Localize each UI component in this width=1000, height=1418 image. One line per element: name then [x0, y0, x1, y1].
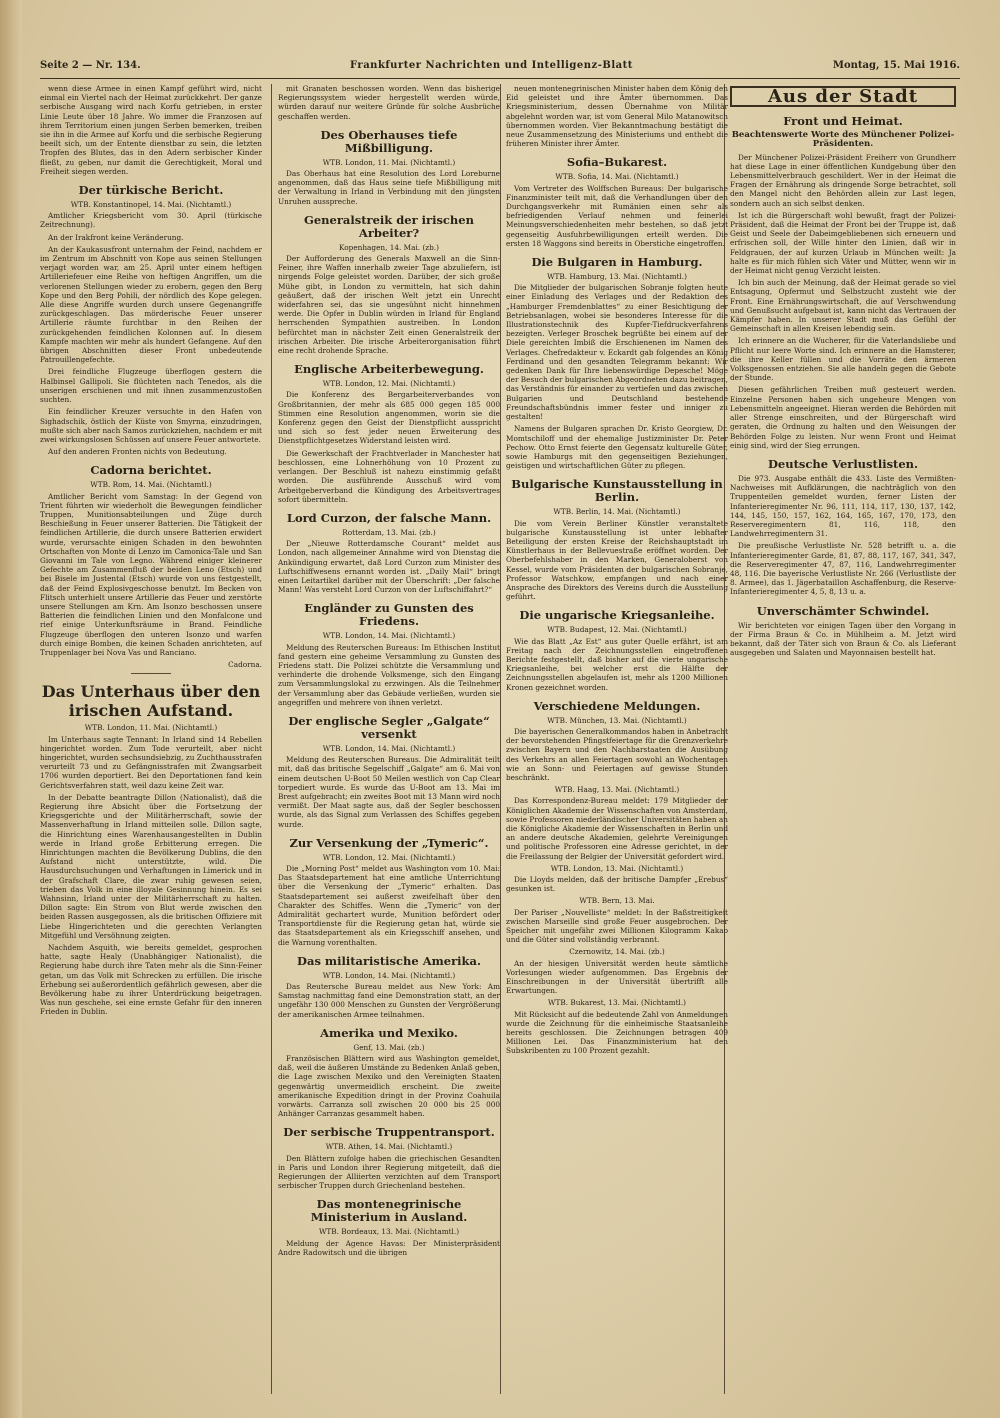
article-text: Die Konferenz des Bergarbeiterverbandes von Großbritannien, der mehr als 685 000 gegen 185 000 Stimmen eine Resolution angenommen, worin sie die Konferenz gegen den Geist der Dienstpflicht ausspricht und sich so fest jeder neuen Erweiterung des Dienstpflichtgesetzes Widerstand leisten wird. [278, 390, 500, 446]
article-headline: Cadorna berichtet. [90, 463, 212, 478]
dateline: WTB. Bern, 13. Mai. [579, 896, 655, 906]
article-text: Wir berichteten vor einigen Tagen über den Vorgang in der Firma Braun & Co. in Mühlheim a. M. Jetzt wird bekannt, daß der Täter sich von Braun & Co. als Lieferant ausgegeben und Salaten und Mayonnaisen bestellt hat. [730, 620, 956, 658]
article-text: Der „Nieuwe Rotterdamsche Courant“ meldet aus London, nach allgemeiner Annahme wird von Dienstag die Ankündigung erwartet, daß Lord Curzon zum Minister des Luftschiffwesens ernannt worden ist. „Daily Mail“ bringt einen Leitartikel darüber mit der Überschrift: „Der falsche Mann! Was versteht Lord Curzon von der Luftschiffahrt?“ [278, 539, 500, 595]
article-text: Drei feindliche Flugzeuge überflogen gestern die Halbinsel Gallipoli. Sie flüchteten nach Tenedos, als die unserigen erschienen und mit ihnen zusammenzustoßen suchten. [40, 367, 262, 405]
dateline: WTB. London, 14. Mai. (Nichtamtl.) [322, 631, 456, 641]
column-2 [278, 84, 500, 1394]
article-text: Vom Vertreter des Wolffschen Bureaus: Der bulgarische Finanzminister teilt mit, daß die Verhandlungen über den Durchgangsverkehr mit Rumänien einen sehr als befriedigenden Verlauf nehmen und feinerlei Meinungsverschiedenheiten mehr bestehen, so daß jetzt gegenseitig Ausfuhrbewilligungen erteilt werden. Die ersten 18 Waggons sind bereits in Oberstiche eingetroffen. [506, 183, 728, 248]
article-text: Die Gewerkschaft der Frachtverlader in Manchester hat beschlossen, eine Lohnerhöhung von 10 Prozent zu verlangen. Der Beschluß ist nahezu einstimmig gefaßt worden. Die ausführende Ausschuß wird vom Arbeitgeberverband die Kündigung des Arbeitsvertrages sofort übermitteln. [278, 448, 500, 504]
dateline: WTB. London, 11. Mai. (Nichtamtl.) [322, 157, 456, 167]
article-text: wenn diese Armee in einen Kampf geführt wird, nicht einmal ein Viertel nach der Heimat zurückkehrt. Der ganze serbische Ausgang wird nach Korfu getrieben, in erster Linie Leute über 18 Jahre. Wo immer die Franzosen auf ihrem Territorium einen jungen Serben bemerken, treiben sie ihn in die Armee auf Korfu und die serbische Regierung beeilt sich, um der Entente dienstbar zu sein, die letzten Tropfen des Blutes, das in den Adern serbischer Kinder fließt, zu geben, nur damit die Gerechtigkeit, Moral und Freiheit siegen werden. [40, 84, 262, 176]
article-text: Die bayerischen Generalkommandos haben in Anbetracht der bevorstehenden Pfingstfeiertage für die Grenzverkehre zwischen Bayern und den Nachbarstaaten die Ausübung des Verkehrs an allen Feiertagen sowohl an Wochentagen wie an Sonn- und Feiertagen auf gewisse Stunden beschränkt. [506, 726, 728, 782]
dateline: Kopenhagen, 14. Mai. (zb.) [339, 242, 439, 252]
article-text: Namens der Bulgaren sprachen Dr. Kristo Georgiew, Dr. Momtschiloff und der ehemalige Justizminister Dr. Peter Pechow. Otto Ernst feierte den Gegensatz kulturelle Güter, sowie Hamburgs mit den gegenseitigen Beziehungen, geistigen und wirtschaftlichen Güter zu pflegen. [506, 424, 728, 471]
dateline: WTB. London, 13. Mai. (Nichtamtl.) [550, 863, 684, 873]
article-headline: Lord Curzon, der falsche Mann. [286, 510, 492, 525]
column-1 [40, 84, 262, 1394]
dateline: WTB. London, 14. Mai. (Nichtamtl.) [322, 743, 456, 753]
dateline: WTB. Hamburg, 13. Mai. (Nichtamtl.) [547, 272, 687, 282]
page-header [40, 60, 960, 80]
article-text: Die Lloyds melden, daß der britische Dampfer „Erebus“ gesunken ist. [506, 875, 728, 894]
article-headline: Bulgarische Kunstausstellung in Berlin. [511, 477, 723, 505]
article-headline: Der serbische Truppentransport. [283, 1125, 495, 1140]
article-text: Ist ich die Bürgerschaft wohl bewußt, fragt der Polizei-Präsident, daß die Heimat der Front bei der Truppe ist, daß Geist und Seele der Dabeimgebliebenen sich erneuern und erfrischen soll, der Wille hinter den Linien, daß wir in Feldgrauen, der auf kurzen Urlaub in München weilt: Ja halte es für mich fühlen sich Väter und Mütter, wenn wir in der Heimat nicht genug Verzicht leisten. [730, 210, 956, 276]
article-text: Der Pariser „Nouvelliste“ meldet: In der Baßstreitigkeit zwischen Marseille sind große Feuer ausgebrochen. Der Speicher mit ungefähr zwei Millionen Kilogramm Kakao und die Güter sind vollständig verbrannt. [506, 907, 728, 945]
article-headline: Deutsche Verlustlisten. [767, 456, 919, 471]
dateline: WTB. London, 12. Mai. (Nichtamtl.) [322, 852, 456, 862]
article-text: Die „Morning Post“ meldet aus Washington vom 10. Mai: Das Staatsdepartement hat eine amtliche Unterrichtung über die Versenkung der „Tymeric“ erhalten. Das Staatsdepartement sei außerst zweifelhaft über den Charakter des Schiffes. Wenn die „Tymeric“ von der Admiralität gechartert wurde, Munition befördert oder Transportdienste für die Regierung getan hat, würde sie das Staatsdepartement als ein Kriegsschiff ansehen, und die Warnung vorenthalten. [278, 863, 500, 947]
article-text: Meldung der Agence Havas: Der Ministerpräsident Andre Radowitsch und die übrigen [278, 1238, 500, 1257]
article-text: Auf den anderen Fronten nichts von Bedeutung. [48, 447, 227, 457]
article-headline: Verschiedene Meldungen. [533, 698, 701, 713]
article-text: Das Korrespondenz-Bureau meldet: 179 Mitglieder der Königlichen Akademie der Wissenschaften von Amsterdam, sowie Professoren niederländischer Universitäten haben an die Königliche Akademie der Wissenschaften in Berlin und an andere deutsche Akademien, gelehrte Vereinigungen und politische Professoren eine Adresse gerichtet, in der die Freilassung der Belgier der Universität gefordert wird. [506, 796, 728, 861]
column-4 [730, 84, 956, 1394]
article-text: Die vom Verein Berliner Künstler veranstaltete bulgarische Kunstausstellung ist unter lebhafter Beteiligung der ersten Kreise der Reichshauptstadt im Künstlerhaus in der Bellevuestraße eröffnet worden. Der Oberbefehlshaber in den Marken, Generaloberst von Kessel, wurde vom Präsidenten der bulgarischen Sobranje, Professor Watschkow, empfangen und nach einer Ansprache des Direktors des Vereins durch die Ausstellung geführt. [506, 518, 728, 602]
article-headline: Das montenegrinische Ministerium in Ausland. [310, 1197, 468, 1225]
article-headline: Der türkische Bericht. [78, 183, 224, 198]
dateline: WTB. London, 11. Mai. (Nichtamtl.) [84, 723, 218, 733]
column-divider [500, 84, 501, 1394]
dateline: Czernowitz, 14. Mai. (zb.) [569, 947, 665, 957]
dateline: WTB. Konstantinopel, 14. Mai. (Nichtamtl.) [70, 200, 232, 210]
column-divider [271, 84, 272, 1394]
article-headline: Generalstreik der irischen Arbeiter? [304, 212, 474, 240]
article-headline: Engländer zu Gunsten des Friedens. [304, 601, 474, 629]
article-text: Meldung des Reuterschen Bureaus: Im Ethischen Institut fand gestern eine geheime Versammlung zu Gunsten des Friedens statt. Die Polizei schützte die Versammlung und verhinderte die drohende Volksmenge, sich den Eingang zum Versammlungslokal zu erzwingen. Als die Teilnehmer der Versammlung aber das Gebäude verließen, wurden sie angegriffen und mehrere von ihnen verletzt. [278, 642, 500, 707]
dateline: WTB. Bukarest, 13. Mai. (Nichtamtl.) [547, 998, 687, 1008]
article-headline: Des Oberhauses tiefe Mißbilligung. [320, 127, 458, 155]
article-text: Meldung des Reuterschen Bureaus. Die Admiralität teilt mit, daß das britische Segelschiff „Galgate“ am 6. Mai von einem deutschen U-Boot 50 Meilen westlich von Cap Clear torpediert wurde. Es wurde das U-Boot am 13. Mai im Brest aufgebracht; ein zweites Boot mit 13 Mann wird noch vermißt. Der Maat sagte aus, daß der Segler beschossen wurde, als das Signal zum Verlassen des Schiffes gegeben wurde. [278, 755, 500, 829]
article-text: Das Reutersche Bureau meldet aus New York: Am Samstag nachmittag fand eine Demonstration statt, an der ungefähr 130 000 Menschen zu Gunsten der Vergrößerung der amerikanischen Armee teilnahmen. [278, 982, 500, 1019]
dateline: WTB. Haag, 13. Mai. (Nichtamtl.) [554, 785, 680, 795]
article-text: mit Granaten beschossen worden. Wenn das bisherige Regierungssystem wieder hergestellt werden würde, würden darauf nur weitere Gründe für solche Ausbrüche geschaffen werden. [278, 84, 500, 121]
article-headline: Front und Heimat. [783, 114, 903, 129]
article-text: Französischen Blättern wird aus Washington gemeldet, daß, weil die äußeren Umstände zu Bedenken Anlaß geben, die Lage zwischen Mexiko und den Vereinigten Staaten gegenwärtig unvermeidlich erscheint. Die zweite amerikanische Expedition dringt in der Provinz Coahuila vorwärts. Carranza soll zwischen 20 000 bis 25 000 Anhänger Carranzas gesammelt haben. [278, 1054, 500, 1119]
article-text: Ich erinnere an die Wucherer, für die Vaterlandsliebe und Pflicht nur leere Worte sind. Ich erinnere an die Hamsterer, die ihre Keller füllen und die Vorräte den ärmeren Volksgenossen entziehen. Sie alle handeln gegen die Gebote der Stunde. [730, 336, 956, 383]
article-text: neuen montenegrinischen Minister haben dem König den Eid geleistet und ihre Ämter übernommen. Das Kriegsministerium, dessen Übernahme von Militär abgelehnt worden war, ist vom General Milo Matanowitsch übernommen worden. Vier Bekanntmachung bestätigt die neue Zusammensetzung des Ministeriums und enthebt die früheren Minister ihrer Ämter. [506, 84, 728, 149]
article-text: In der Debatte beantragte Dillon (Nationalist), daß die Regierung ihre Absicht über die Fortsetzung der Kriegsgerichte und der Militärherrschaft, sowie der Massenverhaftung in Irland mitteilen solle. Dillon sagte, die Hinrichtung eines Warenhausangestellten in Dublin werde in Irland große Erbitterung erregen. Die Hinrichtungen machten die Bevölkerung Dublins, die den Aufstand nicht unterstützte, wild. Die Hausdurchsuchungen und Verhaftungen in Limerick und in der Grafschaft Clare, die zwar ruhig gewesen seien, trieben das Volk in eine illoyale Gesinnung hinein. Es sei Wahnsinn, Irland unter der Militärherrschaft zu halten. Dillon sagte: Ein Strom von Blut werde zwischen den beiden Rassen ausgegossen, als die britischen Offiziere mit Liebe Hingerichteten und die gerechten Verlangten Mitgefühl und Versöhnung zeigten. [40, 792, 262, 940]
article-subheadline: Beachtenswerte Worte des Münchener Polizei-Präsidenten. [731, 130, 955, 150]
article-headline: Das Unterhaus über den irischen Aufstand. [41, 682, 261, 721]
article-text: Die Mitglieder der bulgarischen Sobranje folgten heute einer Einladung des Verlages und der Redaktion des „Hamburger Fremdenblattes“ zu einer Besichtigung der Betriebsanlagen, wobei sie besonderes Interesse für die Illustrationstechnik des Kupfer-Tiefdruckverfahrens bezeigten. Verleger Broschek begrüßte bei einem auf der Diele gereichten Imbiß die Erschienenen im Namen des Verlages. Chefredakteur v. Eckardt gab folgendes an König Ferdinand und den gesandten Telegramm bekannt: Wir gedenken Dank für Ihre liebenswürdige Depesche! Möge der Besuch der bulgarischen Abgeordneten dazu beitragen, das Verständnis für einander zu vertiefen und das zwischen Bulgarien und Deutschland bestehende Freundschaftsbündnis immer fester und inniger zu gestalten! [506, 283, 728, 422]
article-headline: Die ungarische Kriegsanleihe. [519, 608, 715, 623]
article-headline: Amerika und Mexiko. [320, 1025, 458, 1040]
column-3 [506, 84, 728, 1394]
article-headline: Der englische Segler „Galgate“ versenkt [288, 713, 490, 741]
article-text: Ich bin auch der Meinung, daß der Heimat gerade so viel Entsagung, Opfermut und Selbstzucht zusteht wie der Front. Eine Ernährungswirtschaft, die auf Verschwendung und Genußsucht aufgebaut ist, kann nicht das Vertrauen der Kämpfer haben. In unserer Stadt muß das Gefühl der Gemeinschaft in allen Kreisen lebendig sein. [730, 278, 956, 334]
dateline: WTB. Rom, 14. Mai. (Nichtamtl.) [90, 480, 212, 490]
page-edge [0, 0, 22, 1418]
dateline: WTB. Budapest, 12. Mai. (Nichtamtl.) [547, 625, 687, 635]
article-text: Wie das Blatt „Az Est“ aus guter Quelle erfährt, ist am Freitag nach der Zeichnungsstellen eingetroffenen Berichte festgestellt, daß bisher auf die vierte ungarische Kriegsanleihe, bei welcher erst die Hälfte der Zeichnungsstellen abgelaufen ist, mehr als 1200 Millionen Kronen gezeichnet worden. [506, 636, 728, 692]
separator [131, 673, 171, 674]
article-headline: Sofia–Bukarest. [566, 155, 668, 170]
article-text: Ein feindlicher Kreuzer versuchte in den Hafen von Sighadschik, östlich der Küste von Smyrna, einzudringen, mußte sich aber nach Samos zurückziehen, nachdem er mit zwei wirkungslosen Schüssen auf unsere Feuer antwortete. [40, 407, 262, 444]
article-text: An der Irakfront keine Veränderung. [48, 232, 184, 242]
article-headline: Zur Versenkung der „Tymeric“. [289, 835, 489, 850]
dateline: WTB. Sofia, 14. Mai. (Nichtamtl.) [555, 172, 679, 182]
dateline: Genf, 13. Mai. (zb.) [353, 1042, 425, 1052]
dateline: WTB. Berlin, 14. Mai. (Nichtamtl.) [553, 507, 681, 517]
article-text: Amtlicher Kriegsbericht vom 30. April (türkische Zeitrechnung). [40, 211, 262, 230]
article-text: Amtlicher Bericht vom Samstag: In der Gegend von Trient führten wir wiederholt die Bewegungen feindlicher Truppen, Munitionsabteilungen und Züge durch Beschießung in Feuer unserer Batterien. Die Tätigkeit der feindlichen Artillerie, die durch unsere Batterien erwidert wurde, verursachte einigen Schaden in den bewohnten Ortschaften von Monte di Lenzo im Camonica-Tale und San Giovanni im Tale von Legno. Während einiger kleinerer Gefechte am Zusammenfluß der beiden Leno (Etsch) und bei Bisele im Justental (Etsch) wurde von uns festgestellt, daß der Feind Explosivgeschosse benutzt. Im Becken von Flitsch unterhielt unsere Artillerie das Feuer und zerstörte unsere Stellungen am Krn. Am Isonzo beschossen unsere Batterien die feindlichen Linien und den Monfalcone und rief einige Unterkunftsräume in Brand. Feindliche Flugzeuge überflogen den unteren Isonzo und warfen durch einige Bomben, die keinen Schaden anrichteten, auf Truppenlager bei Nova Vas und Ranciano. [40, 491, 262, 657]
article-text: An der hiesigen Universität werden heute sämtliche Vorlesungen wieder aufgenommen. Das Ergebnis der Einschreibungen in der Universität übertrifft alle Erwartungen. [506, 958, 728, 996]
article-text: Diesen gefährlichen Treiben muß gesteuert werden. Einzelne Personen haben sich ungeheure Mengen von Lebensmitteln angeeignet. Hieran werden die Behörden mit aller Strenge einschreiten, und der Bürgerschaft wird geraten, die Ordnung zu halten und den Weisungen der Behörden Folge zu leisten. Nur wenn Front und Heimat einig sind, wird der Sieg errungen. [730, 385, 956, 450]
issue-date: Montag, 15. Mai 1916. [832, 60, 960, 71]
article-headline: Die Bulgaren in Hamburg. [531, 255, 703, 270]
article-signature: Cadorna. [228, 660, 262, 670]
article-text: Die 973. Ausgabe enthält die 433. Liste des Vermißten-Nachweises mit Aufklärungen, die nachträglich von den Truppenteilen gemeldet wurden, ferner Listen der Infanterieregimenter Nr. 96, 111, 114, 117, 130, 137, 142, 144, 145, 150, 157, 162, 164, 165, 167, 170, 173, den Reserveregimentern 81, 116, 118, den Landwehrregimentern 31. [730, 473, 956, 539]
article-text: Die preußische Verlustliste Nr. 528 betrifft u. a. die Infanterieregimenter Garde, 81, 87, 88, 117, 167, 341, 347, die Reserveregimenter 47, 87, 116, Landwehrregimenter 48, 116. Die bayerische Verlustliste Nr. 266 (Verlustliste der 8. Armee), das 1. Jägerbataillon Aschaffenburg, die Reserve-Infanterieregimenter 4, 5, 8, 13 u. a. [730, 541, 956, 597]
article-text: Der Aufforderung des Generals Maxwell an die Sinn-Feiner, ihre Waffen innerhalb zweier Tage abzuliefern, ist nirgends Folge geleistet worden. Darüber, der sich große Mühe gibt, in London zu vermitteln, hat sich dahin geäußert, daß der irischen Welt jetzt ein Unrecht widerfahren sei, das sie ungesühnt nicht hinnehmen werde. Die Opfer in Dublin würden in Irland für England herrschenden Sympathien austreiben. In London befürchtet man in nächster Zeit einen Generalstreik der irischen Arbeiter. Die irische Arbeiterorganisation führt eine recht drohende Sprache. [278, 254, 500, 356]
article-headline: Das militaristische Amerika. [297, 953, 481, 968]
article-text: Den Blättern zufolge haben die griechischen Gesandten in Paris und London ihrer Regierung mitgeteilt, daß die Regierungen der Alliierten verzichten auf dem Transport serbischer Truppen durch Griechenland bestehen. [278, 1153, 500, 1191]
article-text: Das Oberhaus hat eine Resolution des Lord Loreburne angenommen, daß das Haus seine tiefe Mißbilligung mit der Verwaltung in Irland in Verbindung mit den jüngsten Unruhen ausspreche. [278, 169, 500, 206]
dateline: WTB. London, 12. Mai. (Nichtamtl.) [322, 379, 456, 389]
dateline: Rotterdam, 13. Mai. (zb.) [342, 527, 436, 537]
dateline: WTB. Athen, 14. Mai. (Nichtamtl.) [325, 1142, 453, 1152]
article-text: Der Münchener Polizei-Präsident Freiherr von Grundherr hat diese Lage in einer öffentlichen Kundgebung über den Lebensmittelverbrauch geschildert. Wer in der Heimat die Fragen der Ernährung als dringende Sorge betrachtet, soll den Mangel nicht den Behörden allein zur Last legen, sondern auch an sich selbst denken. [730, 152, 956, 208]
article-text: An der Kaukasusfront unternahm der Feind, nachdem er im Zentrum im Abschnitt von Kope aus seinen Stellungen verjagt worden war, am 25. April unter einem heftigen Artilleriefeuer eine Reihe von heftigen Angriffen, um die verlorenen Stellungen wieder zu erobern, gegen den Berg Kope und den Berg Pohili, der nördlich des Kope gelegen. Alle diese Angriffe wurden durch unsere Gegenangriffe zurückgeschlagen. Das mörderische Feuer unserer Artillerie räumte furchtbar in den Reihen der zurückgehenden feindlichen Kolonnen auf. In diesem Kampfe machten wir mehr als hundert Gefangene. Auf den übrigen Abschnitten dieser Front unbedeutende Patrouillengefechte. [40, 244, 262, 365]
section-banner: Aus der Stadt [730, 86, 956, 107]
article-text: Nachdem Asquith, wie bereits gemeldet, gesprochen hatte, sagte Healy (Unabhängiger Nationalist), die Regierung habe durch ihre Taten mehr als die Sinn-Feiner getan, um das Volk mit Schrecken zu erfüllen. Die irische Erhebung sei außerordentlich gefährlich gewesen, aber die Bevölkerung habe zu ihrer Unterdrückung beigetragen. Was nun geschehe, sei eine ernste Gefahr für den inneren Frieden in Dublin. [40, 943, 262, 1017]
article-text: Im Unterhaus sagte Tennant: In Irland sind 14 Rebellen hingerichtet worden. Zum Tode verurteilt, aber nicht hingerichtet, wurden sechsundsiebzig, zu Zuchthausstrafen verurteilt 73 und zu Gefängnisstrafen mit Zwangsarbeit 1706 wurden deportiert. Bei den Deportationen fand kein Gerichtsverfahren statt, weil dazu keine Zeit war. [40, 734, 262, 790]
header-rule [40, 78, 960, 79]
page-number: Seite 2 — Nr. 134. [40, 60, 141, 71]
dateline: WTB. München, 13. Mai. (Nichtamtl.) [547, 715, 687, 725]
dateline: WTB. London, 14. Mai. (Nichtamtl.) [322, 970, 456, 980]
article-headline: Englische Arbeiterbewegung. [294, 362, 484, 377]
dateline: WTB. Bordeaux, 13. Mai. (Nichtamtl.) [318, 1227, 460, 1237]
newspaper-title: Frankfurter Nachrichten und Intelligenz-Blatt [350, 60, 633, 71]
article-headline: Unverschämter Schwindel. [756, 603, 930, 618]
article-text: Mit Rücksicht auf die bedeutende Zahl von Anmeldungen wurde die Zeichnung für die einheimische Staatsanleihe bereits geschlossen. Die Zeichnungen betragen 409 Millionen Lei. Das Finanzministerium hat den Subskribenten zu 100 Prozent gezahlt. [506, 1009, 728, 1056]
